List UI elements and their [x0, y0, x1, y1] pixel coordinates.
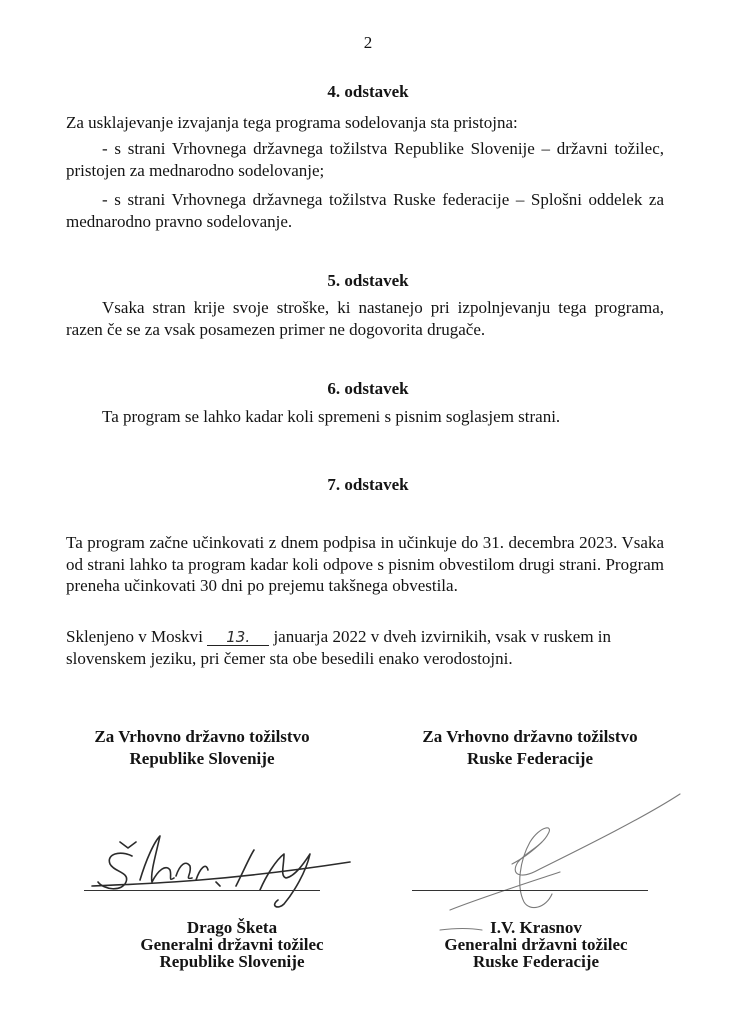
section-4-intro: Za usklajevanje izvajanja tega programa sodelovanja sta pristojna: [66, 113, 518, 132]
signatory-slovenia [82, 919, 382, 970]
signatory-slovenia-title: Generalni državni tožilec [140, 935, 324, 954]
signatory-russia-institution: Ruske Federacije [472, 952, 600, 971]
section-4-item-2: - s strani Vrhovnega državnega tožilstva Ruske federacije – Splošni oddelek za mednarodno pravno sodelovanje. [66, 190, 664, 231]
party-russia-heading-line1: Za Vrhovno državno tožilstvo [422, 727, 638, 746]
signatory-russia [386, 919, 686, 970]
concluded-prefix: Sklenjeno v Moskvi [66, 627, 203, 646]
party-russia-heading-line2: Ruske Federacije [466, 749, 594, 768]
party-slovenia-heading-line2: Republike Slovenije [129, 749, 275, 768]
signature-line-russia [412, 890, 648, 891]
section-6-heading: 6. odstavek [327, 379, 409, 398]
signature-line-slovenia [84, 890, 320, 891]
concluded-suffix: januarja 2022 v dveh izvirnikih, vsak v ruskem in slovenskem jeziku, pri čemer sta obe besedili enako verodostojni. [66, 627, 612, 668]
section-4-item-1: - s strani Vrhovnega državnega tožilstva Republike Slovenije – državni tožilec, pristojen za mednarodno sodelovanje; [66, 139, 664, 180]
section-7-heading: 7. odstavek [327, 475, 409, 494]
signature-slovenia-image [80, 820, 370, 920]
party-slovenia-heading-line1: Za Vrhovno državno tožilstvo [94, 727, 310, 746]
signatory-russia-title: Generalni državni tožilec [444, 935, 628, 954]
concluded-day: 13. [207, 629, 269, 646]
concluded-statement [66, 626, 676, 669]
section-4-heading: 4. odstavek [327, 82, 409, 101]
page-number: 2 [363, 33, 373, 52]
section-5-text: Vsaka stran krije svoje stroške, ki nastanejo pri izpolnjevanju tega programa, razen če se za vsak posamezen primer ne dogovorita drugače. [66, 298, 664, 339]
section-6-text: Ta program se lahko kadar koli spremeni s pisnim soglasjem strani. [102, 407, 561, 426]
signatory-slovenia-institution: Republike Slovenije [159, 952, 305, 971]
signatory-slovenia-name: Drago Šketa [186, 918, 278, 937]
signatory-russia-name: I.V. Krasnov [490, 918, 582, 937]
section-5-heading: 5. odstavek [327, 271, 409, 290]
section-7-text: Ta program začne učinkovati z dnem podpisa in učinkuje do 31. decembra 2023. Vsaka od strani lahko ta program kadar koli odpove s pisnim obvestilom drugi strani. Program preneha učinkovati 30 dni po prejemu takšnega obvestila. [66, 533, 664, 595]
party-russia-heading [380, 726, 680, 770]
party-slovenia-heading [52, 726, 352, 770]
